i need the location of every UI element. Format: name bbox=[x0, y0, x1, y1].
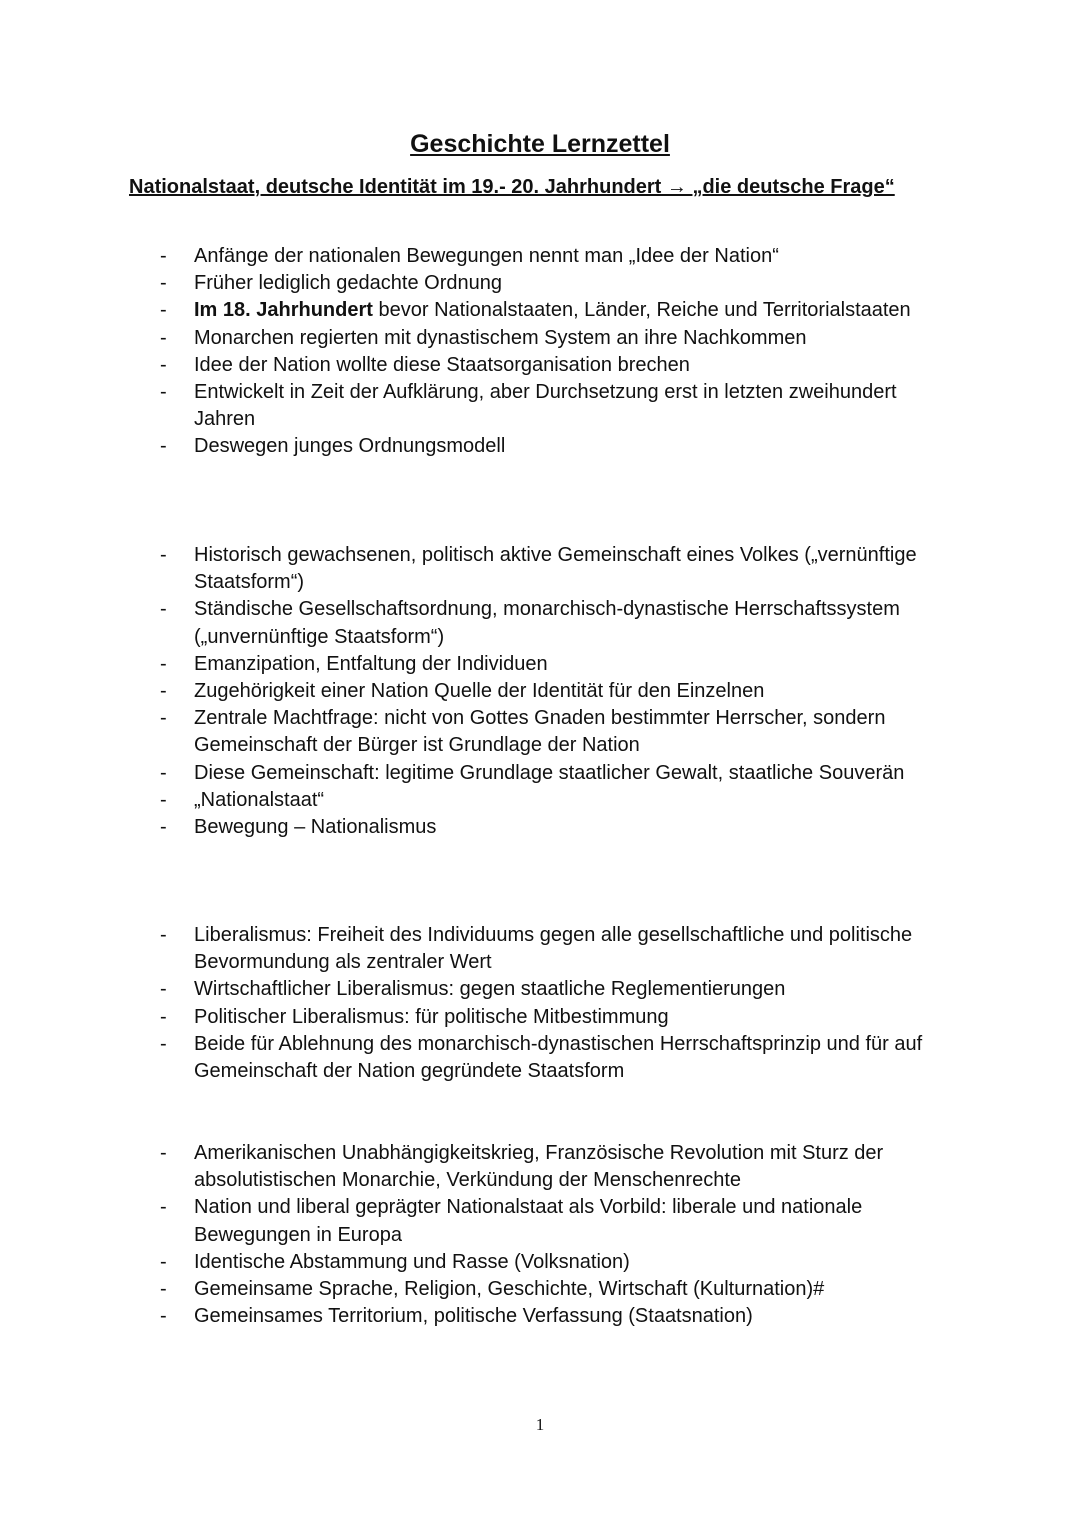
list-item: - Wirtschaftlicher Liberalismus: gegen staatliche Reglementierungen bbox=[0, 976, 1080, 1003]
bullet-dash: - bbox=[160, 272, 167, 295]
list-item: - Ständische Gesellschaftsordnung, monarchisch-dynastische Herrschaftssystem („unvernünftige Staatsform“) bbox=[160, 598, 900, 648]
list-item: - Idee der Nation wollte diese Staatsorganisation brechen bbox=[0, 352, 1080, 379]
list-item: - Diese Gemeinschaft: legitime Grundlage staatlicher Gewalt, staatliche Souverän bbox=[0, 760, 1080, 787]
list-item: - Zentrale Machtfrage: nicht von Gottes Gnaden bestimmter Herrscher, sondern Gemeinschaft der Bürger ist Grundlage der Nation bbox=[160, 707, 886, 757]
bullet-dash: - bbox=[160, 761, 167, 784]
list-item: - Entwickelt in Zeit der Aufklärung, aber Durchsetzung erst in letzten zweihundert Jahren bbox=[160, 381, 897, 431]
bullet-dash: - bbox=[160, 598, 167, 621]
bullet-dash: - bbox=[160, 435, 167, 458]
bold-phrase: Im 18. Jahrhundert bbox=[194, 299, 373, 322]
bullet-dash: - bbox=[160, 1032, 167, 1055]
bullet-dash: - bbox=[160, 544, 167, 566]
list-item: - Historisch gewachsenen, politisch aktive Gemeinschaft eines Volkes („vernünftige Staatsform“) bbox=[160, 544, 917, 594]
bullet-dash: - bbox=[160, 353, 167, 376]
bullet-dash: - bbox=[160, 707, 167, 730]
list-item: - Zugehörigkeit einer Nation Quelle der Identität für den Einzelnen bbox=[0, 678, 1080, 705]
bullet-list-3 bbox=[0, 922, 1080, 1085]
list-item: - Anfänge der nationalen Bewegungen nennt man „Idee der Nation“ bbox=[0, 243, 1080, 270]
bullet-dash: - bbox=[160, 245, 167, 267]
list-item: - Liberalismus: Freiheit des Individuums gegen alle gesellschaftliche und politische Bevormundung als zentraler Wert bbox=[160, 924, 913, 974]
bullet-dash: - bbox=[160, 1005, 167, 1028]
list-item: - Deswegen junges Ordnungsmodell bbox=[0, 433, 1080, 460]
list-item: - Gemeinsame Sprache, Religion, Geschichte, Wirtschaft (Kulturnation)# bbox=[0, 1276, 1080, 1303]
list-item: - Beide für Ablehnung des monarchisch-dynastischen Herrschaftsprinzip und für auf Gemeinschaft der Nation gegründete Staatsform bbox=[160, 1032, 923, 1083]
bullet-dash: - bbox=[160, 1305, 167, 1328]
bullet-dash: - bbox=[160, 381, 167, 404]
bullet-dash: - bbox=[160, 652, 167, 675]
list-item: - „Nationalstaat“ bbox=[0, 787, 1080, 814]
bullet-dash: - bbox=[160, 326, 167, 349]
list-item: - Nation und liberal geprägter Nationalstaat als Vorbild: liberale und nationale Bewegungen in Europa bbox=[160, 1196, 863, 1246]
list-item: - Im 18. Jahrhundert bevor Nationalstaaten, Länder, Reiche und Territorialstaaten bbox=[0, 297, 1080, 324]
list-item: - Identische Abstammung und Rasse (Volksnation) bbox=[0, 1249, 1080, 1276]
bullet-dash: - bbox=[160, 816, 167, 839]
list-item: - Amerikanischen Unabhängigkeitskrieg, Französische Revolution mit Sturz der absolutistischen Monarchie, Verkündung der Menschenrechte bbox=[160, 1142, 884, 1192]
list-item: - Bewegung – Nationalismus bbox=[0, 814, 1080, 841]
bullet-dash: - bbox=[160, 924, 167, 946]
bullet-dash: - bbox=[160, 680, 167, 703]
bullet-list-4 bbox=[0, 1140, 1080, 1330]
section-heading: Nationalstaat, deutsche Identität im 19.- 20. Jahrhundert → „die deutsche Frage“ bbox=[129, 176, 895, 198]
bullet-dash: - bbox=[160, 299, 167, 322]
page-number: 1 bbox=[535, 1415, 545, 1434]
page-title: Geschichte Lernzettel bbox=[410, 130, 670, 158]
bullet-dash: - bbox=[160, 788, 167, 811]
bullet-dash: - bbox=[160, 1278, 167, 1301]
bullet-list-1 bbox=[0, 243, 1080, 461]
list-item: - Früher lediglich gedachte Ordnung bbox=[0, 270, 1080, 297]
list-item: - Politischer Liberalismus: für politische Mitbestimmung bbox=[0, 1004, 1080, 1031]
bullet-dash: - bbox=[160, 978, 167, 1001]
list-item: - Monarchen regierten mit dynastischem System an ihre Nachkommen bbox=[0, 325, 1080, 352]
bullet-dash: - bbox=[160, 1196, 167, 1219]
list-item: - Gemeinsames Territorium, politische Verfassung (Staatsnation) bbox=[0, 1303, 1080, 1330]
bullet-list-2 bbox=[0, 542, 1080, 841]
bullet-dash: - bbox=[160, 1142, 167, 1164]
bullet-dash: - bbox=[160, 1250, 167, 1273]
list-item: - Emanzipation, Entfaltung der Individuen bbox=[0, 651, 1080, 678]
